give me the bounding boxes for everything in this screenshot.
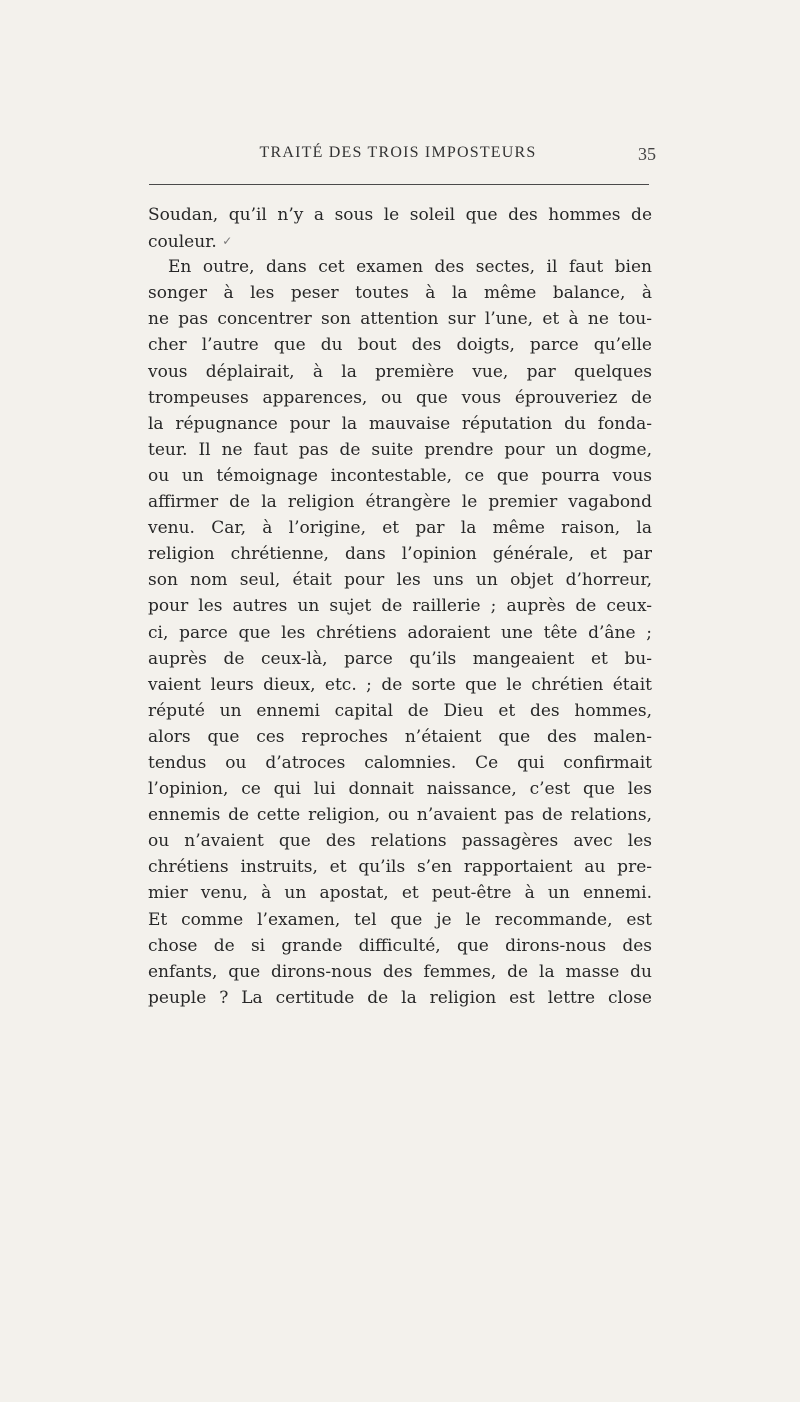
text-line-paragraph-end xyxy=(148,228,652,254)
text-line: son nom seul, était pour les uns un objet d’horreur, xyxy=(148,570,652,591)
text-line: couleur. xyxy=(148,232,217,253)
text-line: chose de si grande difficulté, que dirons-nous des xyxy=(148,935,652,956)
text-line: enfants, que dirons-nous des femmes, de la masse du xyxy=(148,961,652,982)
text-line: pour les autres un sujet de raillerie ; auprès de ceux- xyxy=(148,596,652,617)
text-line: venu. Car, à l’origine, et par la même raison, la xyxy=(148,518,652,539)
text-line: trompeuses apparences, ou que vous éprouveriez de xyxy=(148,387,652,408)
text-line: ou un témoignage incontestable, ce que pourra vous xyxy=(148,465,652,486)
running-head xyxy=(148,144,656,168)
text-line: chrétiens instruits, et qu’ils s’en rapportaient au pre- xyxy=(148,857,652,878)
text-line-paragraph-start: En outre, dans cet examen des sectes, il faut bien xyxy=(168,257,652,278)
text-line: ou n’avaient que des relations passagères avec les xyxy=(148,831,652,852)
text-line: cher l’autre que du bout des doigts, parce qu’elle xyxy=(148,335,652,356)
text-line: réputé un ennemi capital de Dieu et des hommes, xyxy=(148,700,652,721)
text-line: peuple ? La certitude de la religion est lettre close xyxy=(148,987,652,1008)
page-number: 35 xyxy=(638,144,656,164)
header-rule xyxy=(149,184,649,185)
text-line: auprès de ceux-là, parce qu’ils mangeaient et bu- xyxy=(148,648,652,669)
text-line: ennemis de cette religion, ou n’avaient pas de relations, xyxy=(148,805,652,826)
text-line: tendus ou d’atroces calomnies. Ce qui confirmait xyxy=(148,752,652,773)
text-line: Et comme l’examen, tel que je le recommande, est xyxy=(148,909,652,930)
text-line: affirmer de la religion étrangère le premier vagabond xyxy=(148,492,652,513)
text-line: vous déplairait, à la première vue, par quelques xyxy=(148,361,652,382)
text-line: la répugnance pour la mauvaise réputation du fonda- xyxy=(148,413,652,434)
text-line: ne pas concentrer son attention sur l’une, et à ne tou- xyxy=(148,309,652,330)
running-title: TRAITÉ DES TROIS IMPOSTEURS xyxy=(259,144,537,161)
text-line: religion chrétienne, dans l’opinion générale, et par xyxy=(148,544,652,565)
text-line: ci, parce que les chrétiens adoraient une tête d’âne ; xyxy=(148,622,652,643)
text-line: l’opinion, ce qui lui donnait naissance, c’est que les xyxy=(148,779,652,800)
text-line: vaient leurs dieux, etc. ; de sorte que le chrétien était xyxy=(148,674,652,695)
check-mark-icon: ✓ xyxy=(222,234,233,249)
text-line: teur. Il ne faut pas de suite prendre pour un dogme, xyxy=(148,439,652,460)
text-line: Soudan, qu’il n’y a sous le soleil que des hommes de xyxy=(148,205,652,225)
body-text xyxy=(148,202,652,1011)
text-line: alors que ces reproches n’étaient que des malen- xyxy=(148,726,652,747)
text-line: mier venu, à un apostat, et peut-être à un ennemi. xyxy=(148,883,652,904)
text-line: songer à les peser toutes à la même balance, à xyxy=(148,283,652,304)
